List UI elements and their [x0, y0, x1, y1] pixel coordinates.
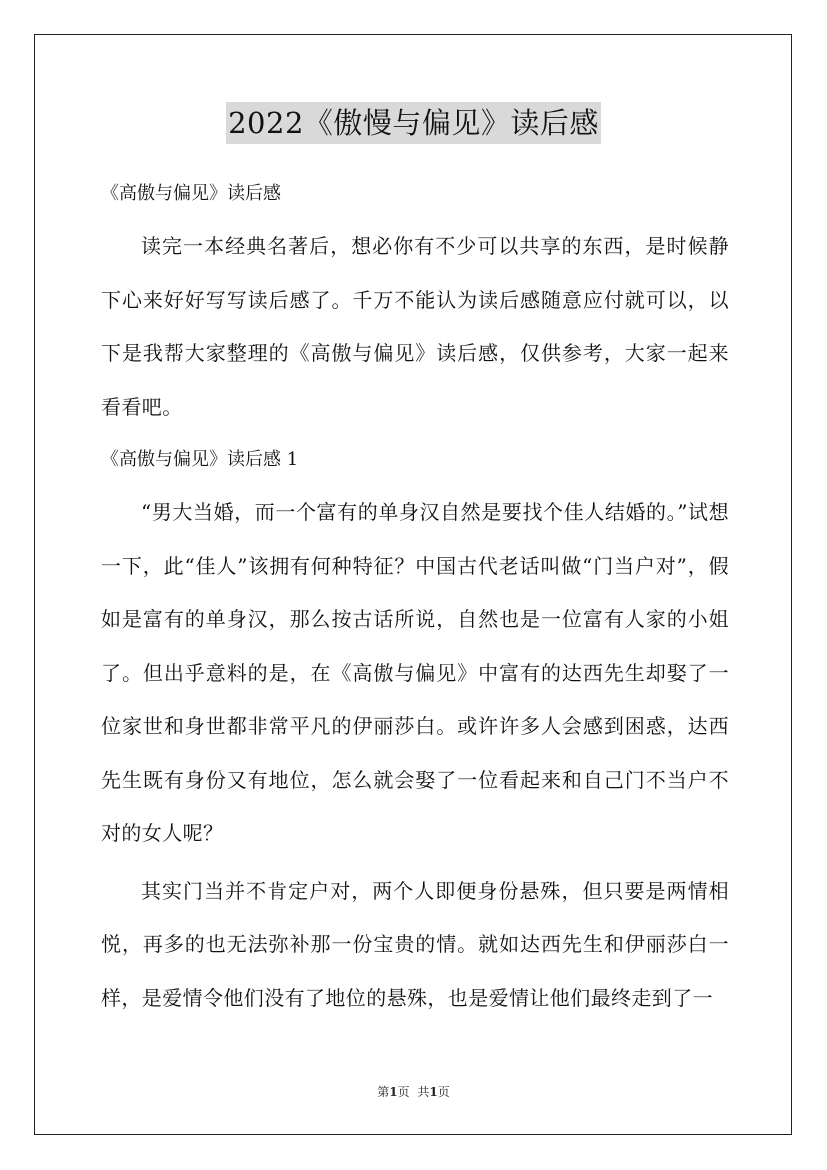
page-suffix: 页	[397, 1085, 410, 1099]
paragraph: 其实门当并不肯定户对，两个人即便身份悬殊，但只要是两情相悦，再多的也无法弥补那一份宝贵的情。就如达西先生和伊丽莎白一样，是爱情令他们没有了地位的悬殊，也是爱情让他们最终走到了一	[101, 878, 729, 1010]
paragraph: “男大当婚，而一个富有的单身汉自然是要找个佳人结婚的。”试想一下，此“佳人”该拥有何种特征？中国古代老话叫做“门当户对”，假如是富有的单身汉，那么按古话所说，自然也是一位富有人家的小姐了。但出乎意料的是，在《高傲与偏见》中富有的达西先生却娶了一位家世和身世都非常平凡的伊丽莎白。或许许多人会感到困惑，达西先生既有身份又有地位，怎么就会娶了一位看起来和自己门不当户不对的女人呢？	[101, 500, 729, 845]
page-current: 1	[389, 1085, 398, 1099]
document-title: 2022《傲慢与偏见》读后感	[226, 102, 601, 144]
total-prefix: 共	[417, 1085, 430, 1099]
page-total: 1	[429, 1085, 438, 1099]
paragraph: 读完一本经典名著后，想必你有不少可以共享的东西，是时候静下心来好好写写读后感了。千万不能认为读后感随意应付就可以，以下是我帮大家整理的《高傲与偏见》读后感，仅供参考，大家一起来看看吧。	[101, 234, 729, 419]
section-heading: 《高傲与偏见》读后感	[101, 183, 281, 204]
title-wrap	[0, 102, 827, 144]
page-footer	[0, 1083, 827, 1100]
section-heading: 《高傲与偏见》读后感 1	[101, 449, 299, 470]
total-suffix: 页	[437, 1085, 450, 1099]
document-body	[101, 168, 729, 1025]
page-prefix: 第	[377, 1085, 390, 1099]
